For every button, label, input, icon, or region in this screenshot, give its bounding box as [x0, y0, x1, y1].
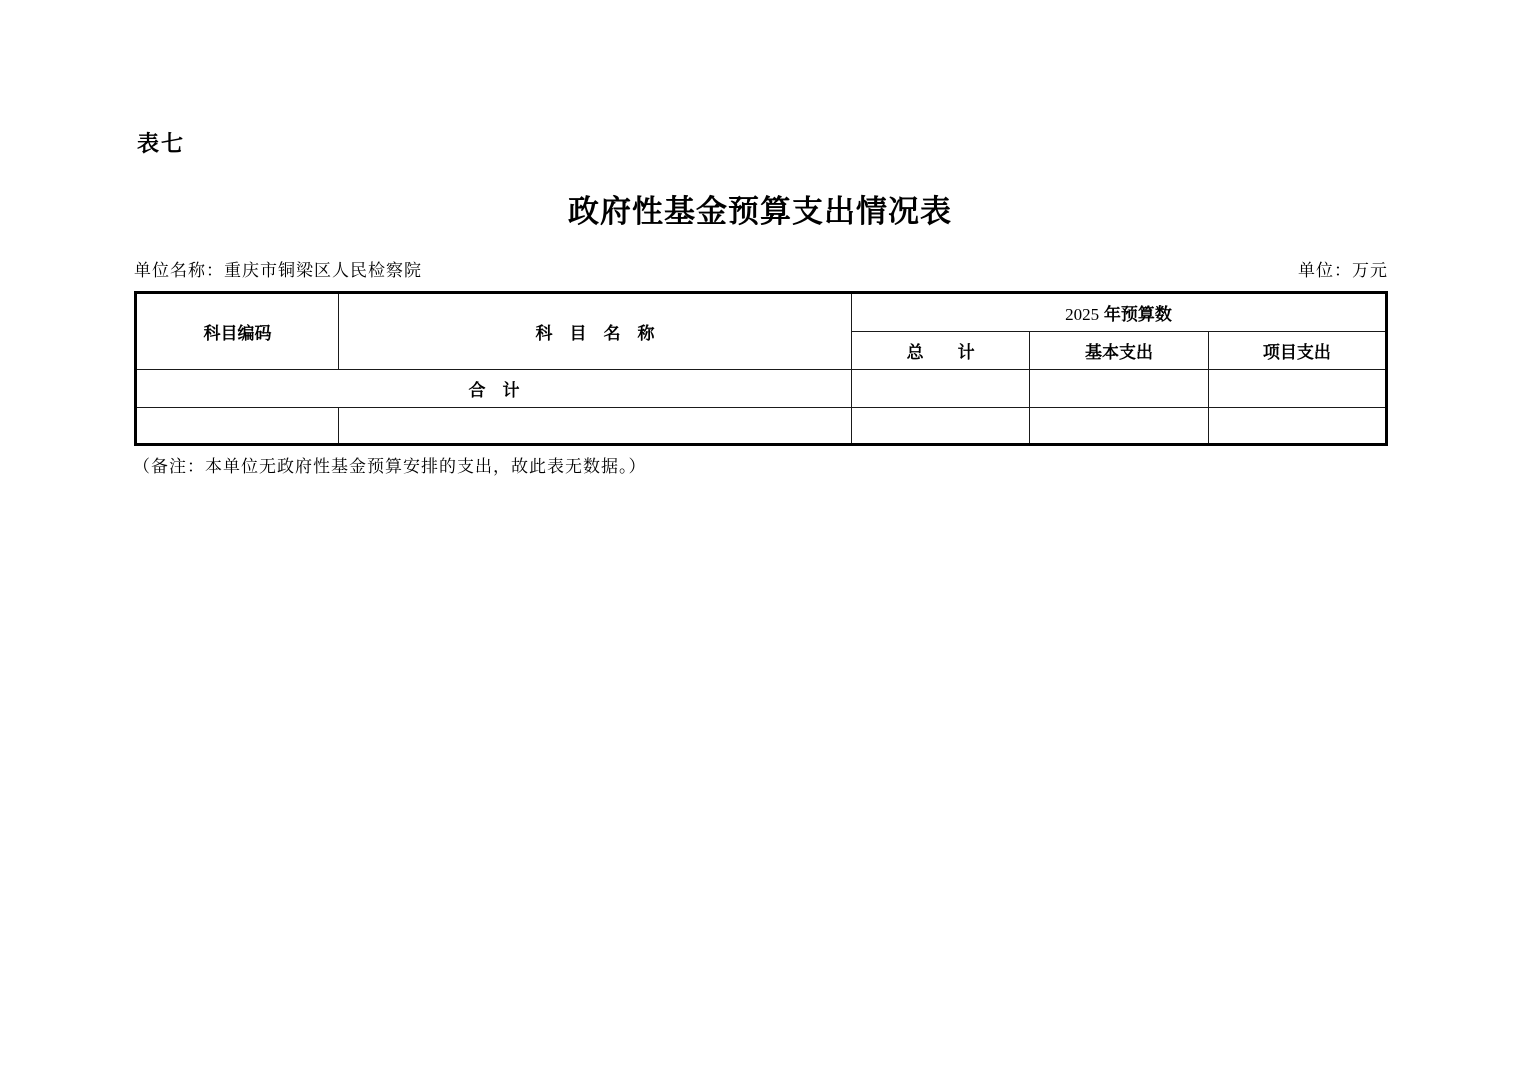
budget-table [134, 291, 1388, 446]
row-total-cell-project [1208, 370, 1386, 408]
header-project-expenditure: 项目支出 [1208, 332, 1386, 370]
row-total-cell-total [852, 370, 1030, 408]
header-subject-code: 科目编码 [136, 293, 339, 370]
row-empty-cell-name [339, 408, 852, 445]
header-row-group [136, 293, 1387, 332]
page-title: 政府性基金预算支出情况表 [568, 194, 952, 229]
table-row-total [136, 370, 1387, 408]
budget-year-suffix: 年预算数 [1099, 305, 1172, 324]
row-empty-cell-total [852, 408, 1030, 445]
table-row-empty [136, 408, 1387, 445]
row-total-label: 合 计 [136, 370, 852, 408]
header-total: 总 计 [852, 332, 1030, 370]
header-budget-year-group [852, 293, 1387, 332]
row-total-cell-basic [1030, 370, 1208, 408]
meta-row [134, 256, 1388, 281]
row-empty-cell-code [136, 408, 339, 445]
unit-name-label: 单位名称：重庆市铜梁区人民检察院 [134, 261, 422, 280]
budget-year-number: 2025 [1065, 305, 1100, 324]
row-empty-cell-basic [1030, 408, 1208, 445]
table-number-label: 表七 [137, 131, 186, 156]
header-subject-name: 科 目 名 称 [339, 293, 852, 370]
header-basic-expenditure: 基本支出 [1030, 332, 1208, 370]
footnote: （备注：本单位无政府性基金预算安排的支出，故此表无数据。） [133, 457, 647, 476]
row-empty-cell-project [1208, 408, 1386, 445]
unit-of-measure-label: 单位：万元 [1298, 261, 1388, 280]
